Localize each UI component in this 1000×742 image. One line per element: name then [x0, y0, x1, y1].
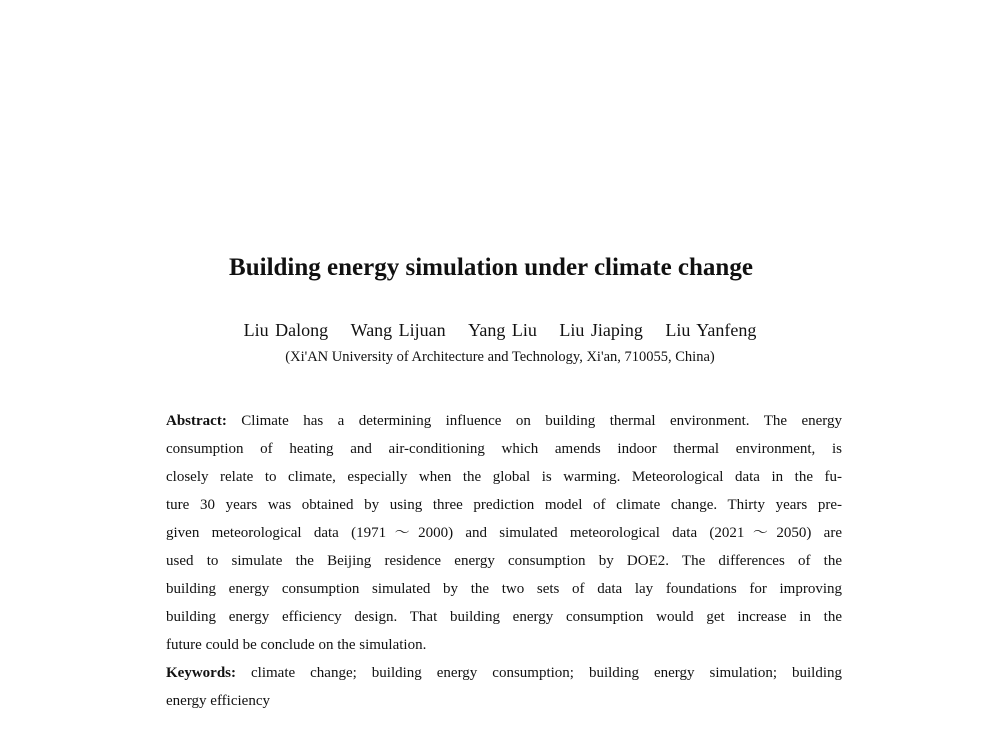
affiliation: (Xi'AN University of Architecture and Technology, Xi'an, 710055, China): [285, 349, 715, 365]
abstract-line: consumption of heating and air-conditioning which amends indoor thermal environment, is: [166, 441, 842, 457]
author: Yang Liu: [468, 320, 537, 340]
abstract-line: given meteorological data (1971～2000) and simulated meteorological data (2021～2050) are: [166, 525, 842, 541]
abstract-section: [166, 409, 842, 717]
author: Liu Dalong: [243, 320, 329, 340]
abstract-line: ture 30 years was obtained by using three prediction model of climate change. Thirty years pre-: [166, 497, 842, 513]
paper-title: Building energy simulation under climate change: [229, 254, 753, 281]
abstract-line: closely relate to climate, especially when the global is warming. Meteorological data in the fu-: [166, 469, 842, 485]
author-list: [0, 320, 1000, 341]
abstract-label: Abstract:: [166, 413, 227, 429]
author: Liu Yanfeng: [665, 320, 757, 340]
abstract-text: Climate has a determining influence on building thermal environment. The energy: [241, 413, 842, 429]
author: Liu Jiaping: [559, 320, 643, 340]
author: Wang Lijuan: [350, 320, 446, 340]
abstract-line: used to simulate the Beijing residence energy consumption by DOE2. The differences of the: [166, 553, 842, 569]
abstract-line: building energy efficiency design. That building energy consumption would get increase in the: [166, 609, 842, 625]
keywords-text: climate change; building energy consumption; building energy simulation; building: [251, 665, 842, 681]
keywords-line: energy efficiency: [166, 693, 270, 709]
abstract-line: [166, 409, 842, 437]
abstract-line: future could be conclude on the simulation.: [166, 637, 427, 653]
keywords-line: [166, 661, 842, 689]
abstract-line: building energy consumption simulated by the two sets of data lay foundations for improving: [166, 581, 842, 597]
keywords-label: Keywords:: [166, 665, 236, 681]
